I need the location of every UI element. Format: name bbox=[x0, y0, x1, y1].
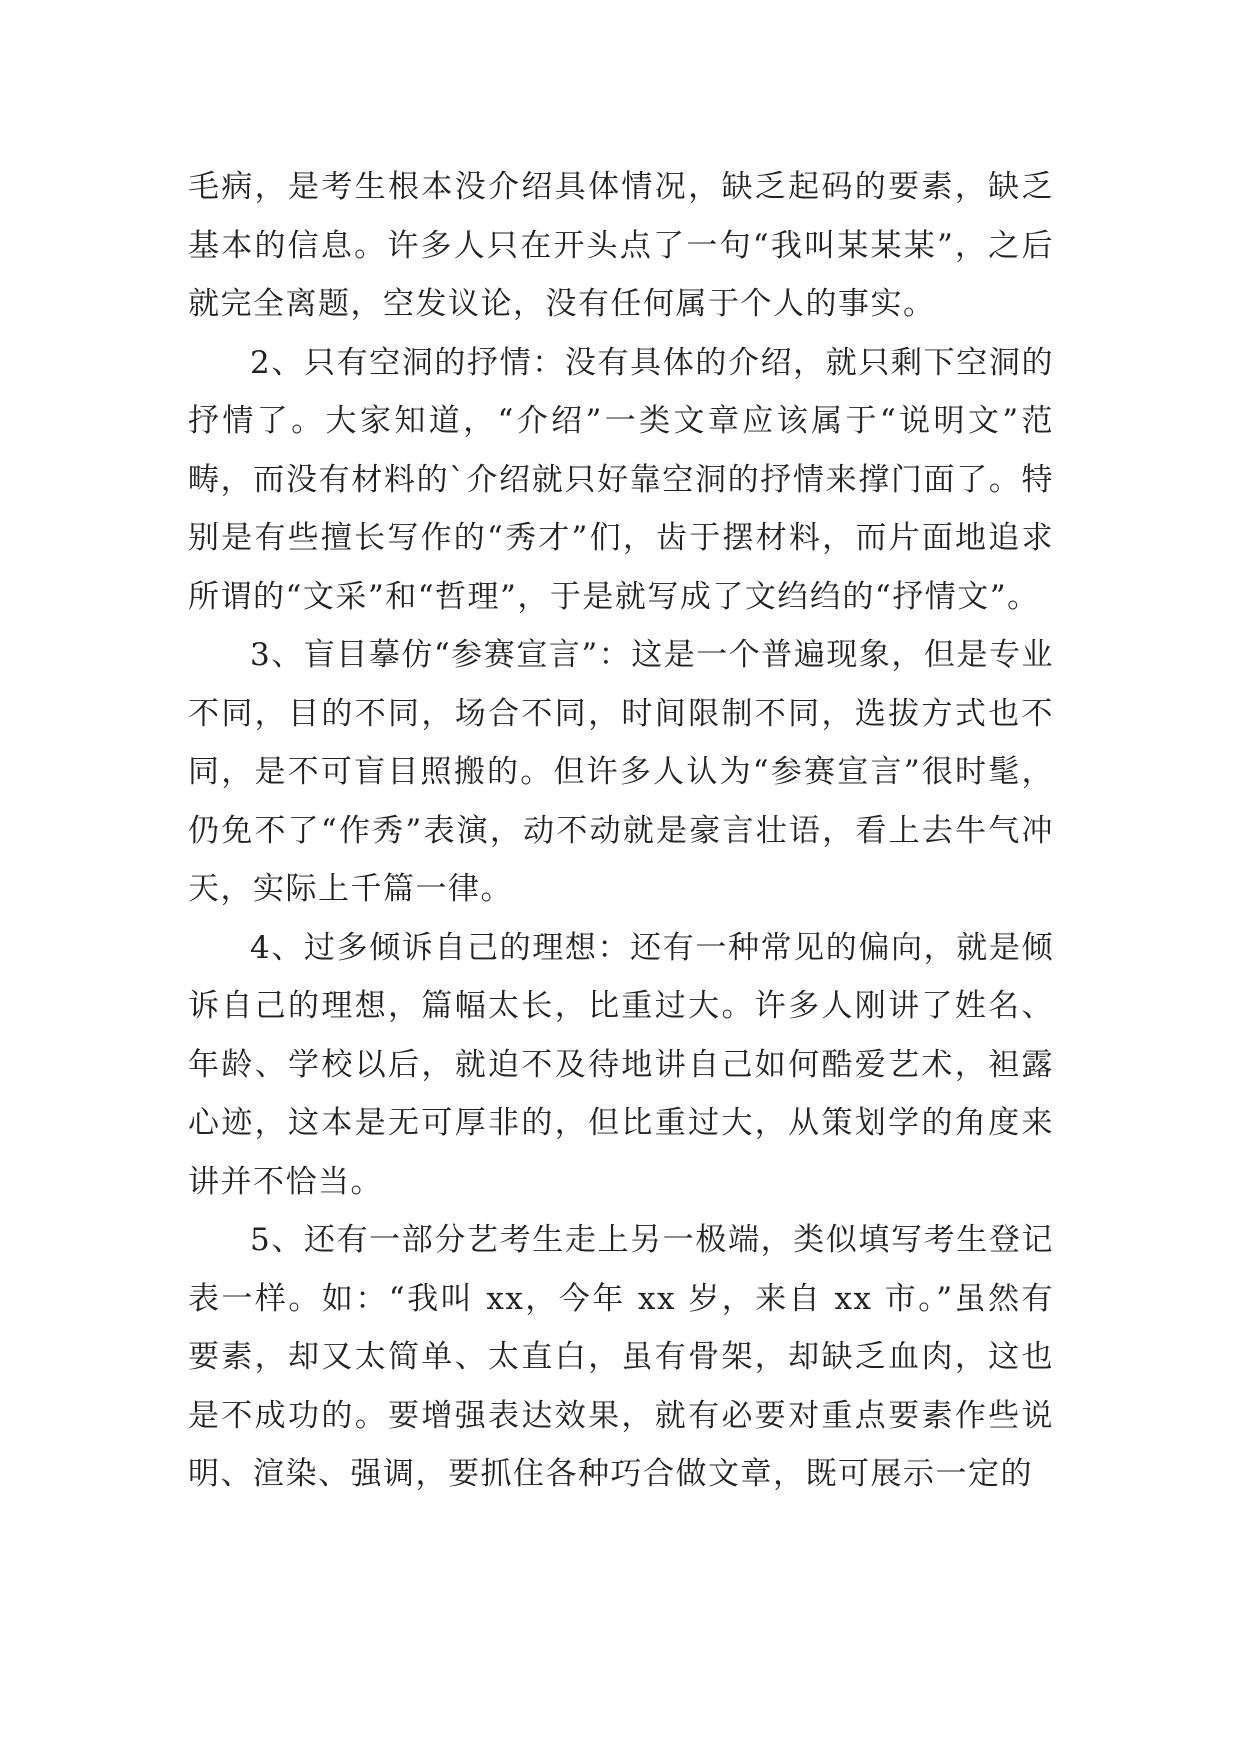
paragraph-point-4: 4、过多倾诉自己的理想：还有一种常见的偏向，就是倾诉自己的理想，篇幅太长，比重过大。许多人刚讲了姓名、年龄、学校以后，就迫不及待地讲自己如何酷爱艺术，袒露心迹，这本是无可厚非的，但比重过大，从策划学的角度来讲并不恰当。 bbox=[188, 929, 1054, 1200]
paragraph-point-5: 5、还有一部分艺考生走上另一极端，类似填写考生登记表一样。如：“我叫 xx，今年 xx 岁，来自 xx 市。”虽然有要素，却又太简单、太直白，虽有骨架，却缺乏血肉，这也是不成功的。要增强表达效果，就有必要对重点要素作些说明、渲染、强调，要抓住各种巧合做文章，既可展示一定的 bbox=[188, 1222, 1054, 1492]
document-page bbox=[188, 158, 1054, 1504]
paragraph-intro-continuation: 毛病，是考生根本没介绍具体情况，缺乏起码的要素，缺乏基本的信息。许多人只在开头点了一句“我叫某某某”，之后就完全离题，空发议论，没有任何属于个人的事实。 bbox=[188, 169, 1054, 322]
paragraph-point-2: 2、只有空洞的抒情：没有具体的介绍，就只剩下空洞的抒情了。大家知道，“介绍”一类文章应该属于“说明文”范畴，而没有材料的`介绍就只好靠空洞的抒情来撑门面了。特别是有些擅长写作的“秀才”们，齿于摆材料，而片面地追求所谓的“文采”和“哲理”，于是就写成了文绉绉的“抒情文”。 bbox=[188, 344, 1054, 615]
paragraph-point-3: 3、盲目摹仿“参赛宣言”：这是一个普遍现象，但是专业不同，目的不同，场合不同，时间限制不同，选拔方式也不同，是不可盲目照搬的。但许多人认为“参赛宣言”很时髦，仍免不了“作秀”表演，动不动就是豪言壮语，看上去牛气冲天，实际上千篇一律。 bbox=[188, 637, 1054, 907]
